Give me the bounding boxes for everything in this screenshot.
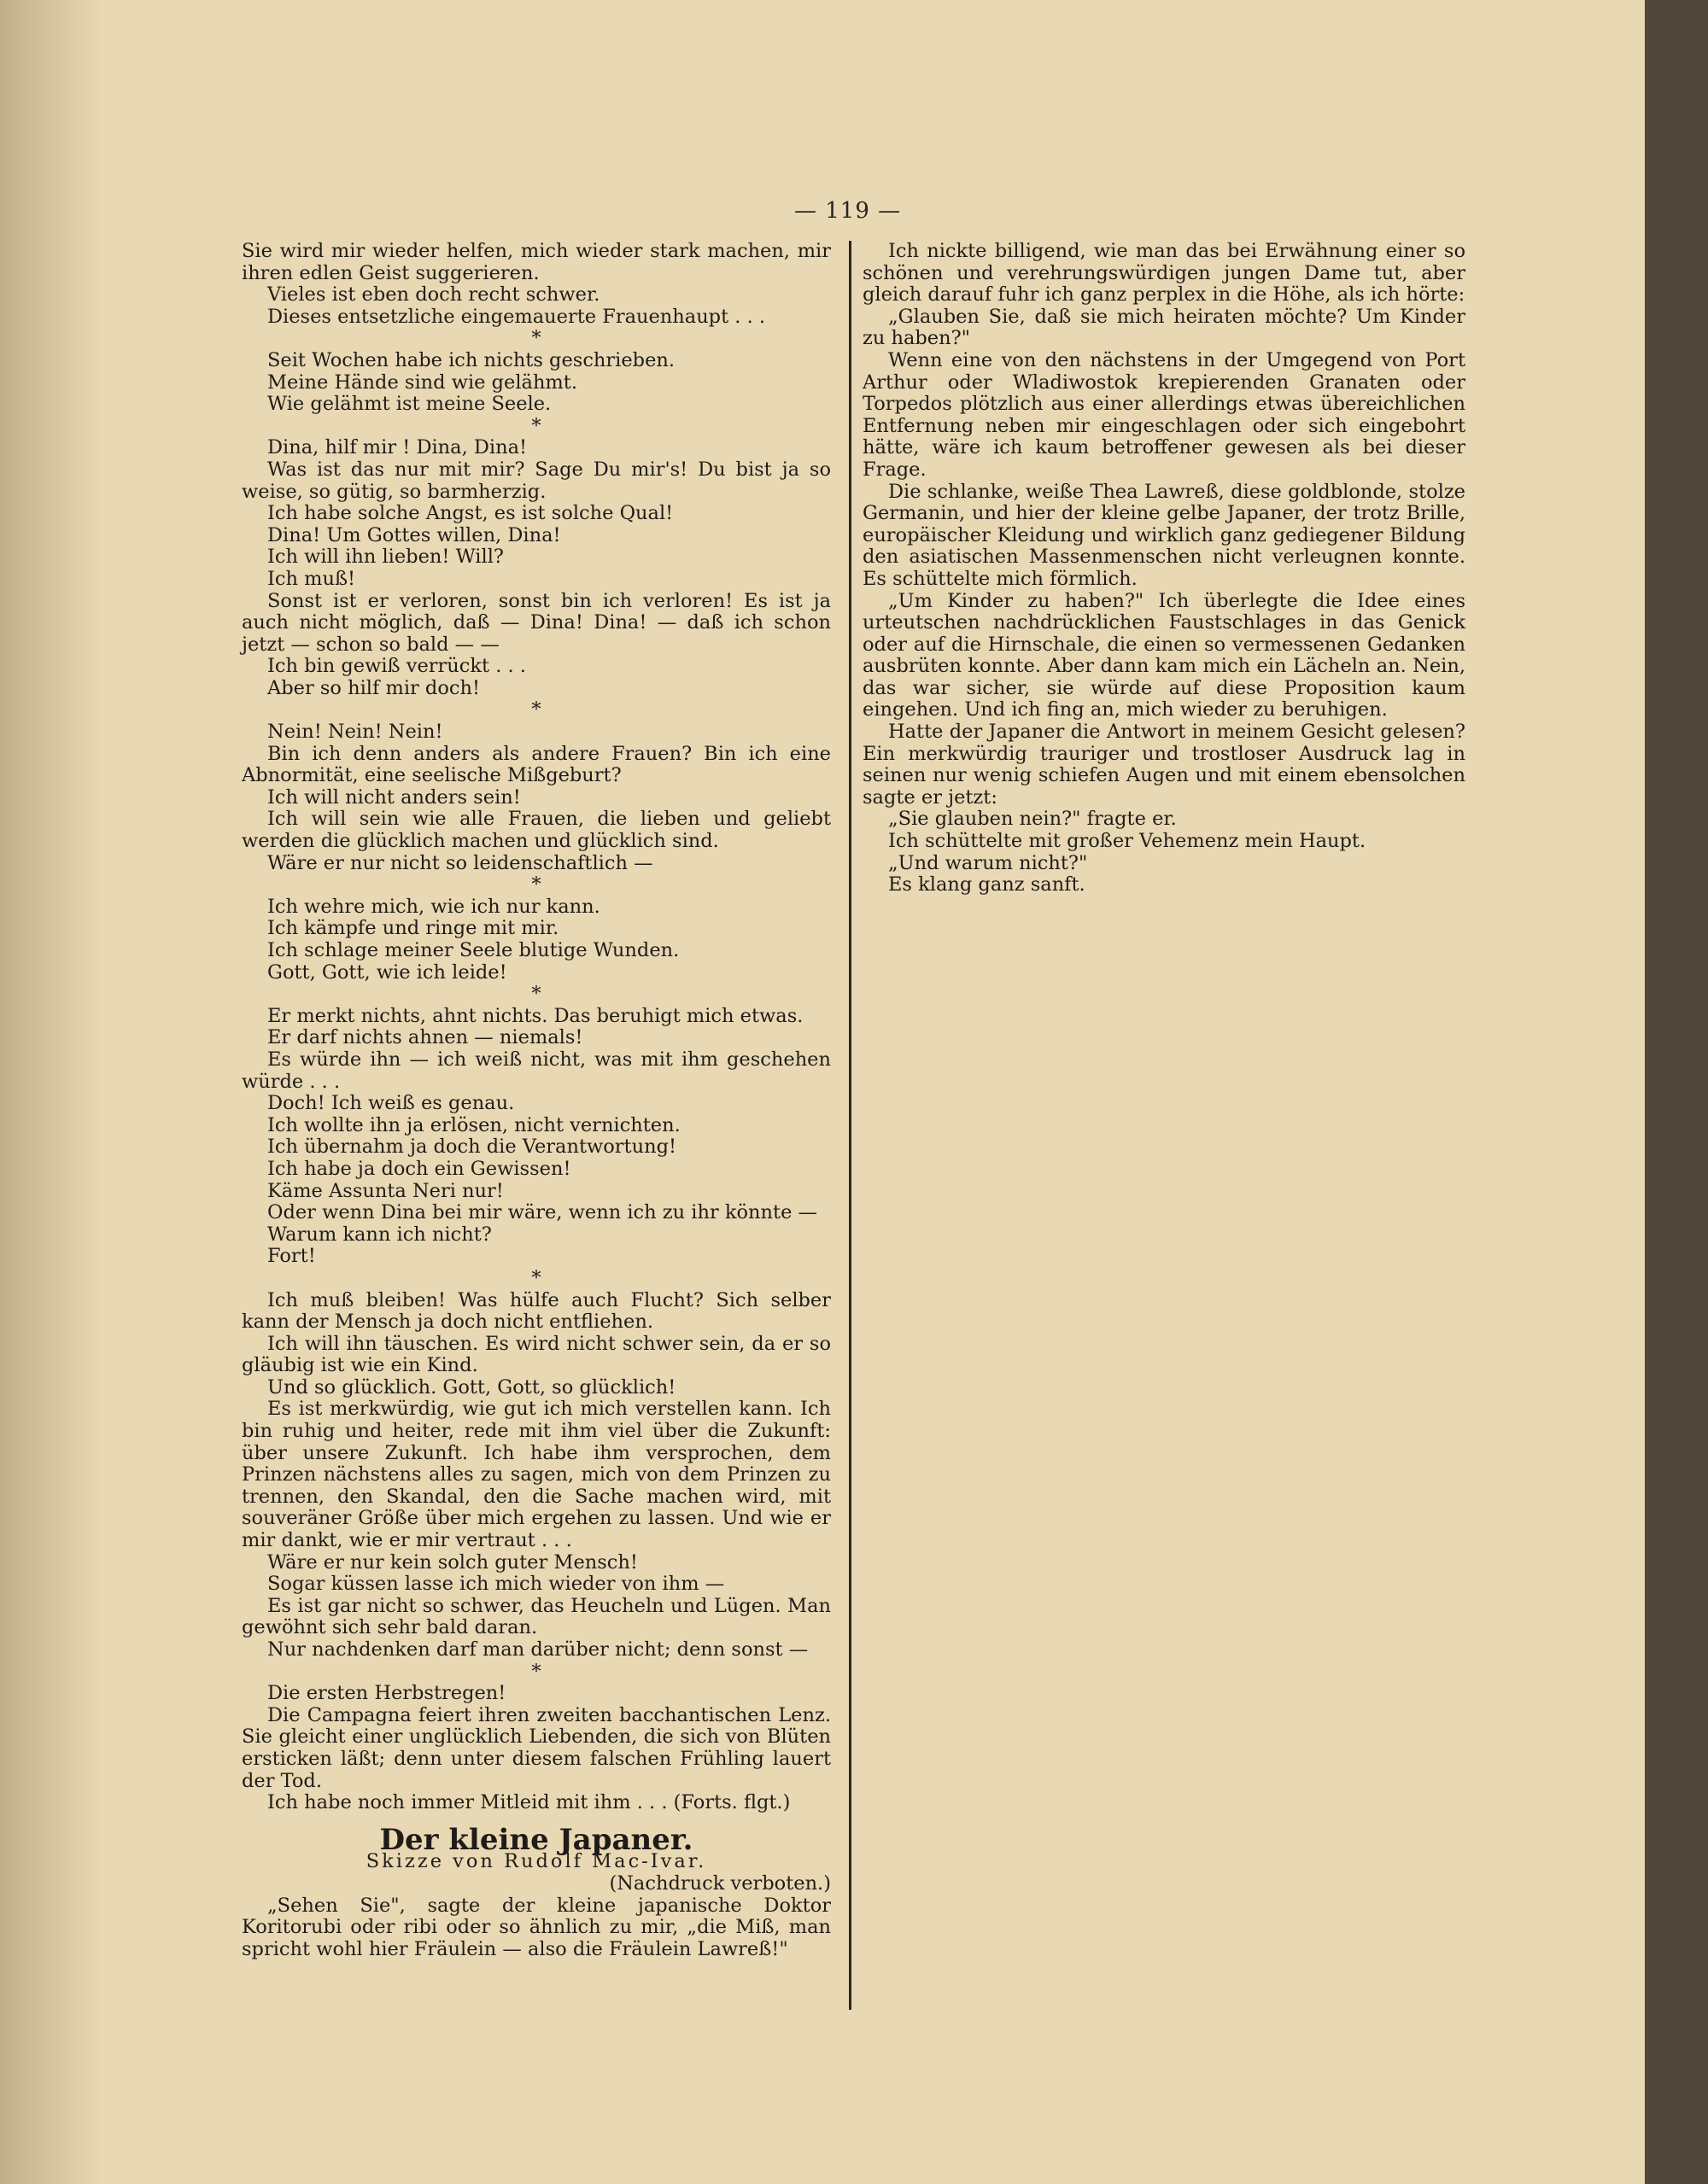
paragraph: Käme Assunta Neri nur! [267,1179,504,1202]
section-star: * [531,983,541,1006]
section-star: * [531,414,541,437]
paragraph: Und so glücklich. Gott, Gott, so glücklich! [267,1375,676,1399]
paragraph: Nein! Nein! Nein! [267,721,443,744]
paragraph: Sie wird mir wieder helfen, mich wieder stark machen, mir ihren edlen Geist suggerieren. [242,240,831,284]
paragraph: Es würde ihn — ich weiß nicht, was mit ihm geschehen würde . . . [242,1048,831,1093]
paragraph: Oder wenn Dina bei mir wäre, wenn ich zu ihr könnte — [267,1201,818,1224]
paragraph: Es klang ganz sanft. [888,873,1085,896]
paragraph: Nur nachdenken darf man darüber nicht; denn sonst — [267,1638,809,1661]
dark-background-edge [1645,0,1708,2184]
paragraph: „Glauben Sie, daß sie mich heiraten möchte? Um Kinder zu haben?" [863,305,1465,350]
paragraph: Dina, hilf mir ! Dina, Dina! [267,436,528,459]
paragraph: Ich bin gewiß verrückt . . . [267,655,526,678]
section-star: * [531,327,541,350]
section-star: * [531,698,541,721]
paragraph: Hatte der Japaner die Antwort in meinem Gesicht gelesen? Ein merkwürdig trauriger und trostloser Ausdruck lag in seinen nur wenig schiefen Augen und mit einem ebensolchen sagte er jetzt: [863,721,1465,809]
paragraph: „Sehen Sie", sagte der kleine japanische Doktor Koritorubi oder ribi oder so ähnlich zu mir, „die Miß, man spricht wohl hier Fräulein — also die Fräulein Lawreß!" [242,1894,831,1960]
page-number-value: 119 [825,198,870,224]
paragraph: Wie gelähmt ist meine Seele. [267,393,552,416]
paragraph: „Um Kinder zu haben?" Ich überlegte die Idee eines urteutschen nachdrücklichen Faustschlages in das Genick oder auf die Hirnschale, die einen so vermessenen Gedanken ausbrüten konnte. Aber dann kam mich ein Lächeln an. Nein, das war sicher, sie würde auf diese Proposition kaum eingehen. Und ich fing an, mich wieder zu beruhigen. [863,589,1465,721]
paragraph: Die ersten Herbstregen! [267,1682,506,1705]
paragraph: Seit Wochen habe ich nichts geschrieben. [267,348,676,371]
paragraph: Sogar küssen lasse ich mich wieder von ihm — [267,1573,725,1596]
story-byline: Skizze von Rudolf Mac-Ivar. [366,1850,707,1873]
paragraph: Ich will nicht anders sein! [267,785,521,809]
paragraph: Ich will sein wie alle Frauen, die lieben und geliebt werden die glücklich machen und glücklich sind. [242,808,831,853]
paragraph: Die Campagna feiert ihren zweiten bacchantischen Lenz. Sie gleicht einer unglücklich Liebenden, die sich von Blüten ersticken läßt; denn unter diesem falschen Frühling lauert der Tod. [242,1703,831,1792]
reprint-notice: (Nachdruck verboten.) [609,1872,831,1895]
paragraph: Ich habe ja doch ein Gewissen! [267,1157,571,1180]
paragraph: Ich übernahm ja doch die Verantwortung! [267,1136,677,1159]
right-column [863,241,1465,896]
paragraph: Ich kämpfe und ringe mit mir. [267,917,559,940]
paragraph: Dina! Um Gottes willen, Dina! [267,523,561,546]
paragraph: Ich will ihn lieben! Will? [267,546,504,569]
paragraph: Ich schüttelte mit großer Vehemenz mein Haupt. [888,830,1366,853]
paragraph: Doch! Ich weiß es genau. [267,1092,515,1115]
section-star: * [531,1660,541,1683]
paragraph: Bin ich denn anders als andere Frauen? Bin ich eine Abnormität, eine seelische Mißgeburt? [242,742,831,787]
left-column [242,241,831,1960]
paragraph: Dieses entsetzliche eingemauerte Frauenhaupt . . . [267,305,766,328]
paragraph: Ich wollte ihn ja erlösen, nicht vernichten. [267,1113,681,1136]
paragraph: Was ist das nur mit mir? Sage Du mir's! Du bist ja so weise, so gütig, so barmherzig. [242,458,831,503]
page-number: — 119 — [794,198,902,224]
paragraph: Die schlanke, weiße Thea Lawreß, diese goldblonde, stolze Germanin, und hier der kleine gelbe Japaner, der trotz Brille, europäischer Kleidung und wirklich ganz gediegener Bildung den asiatischen Massenmenschen nicht verleugnen konnte. Es schüttelte mich förmlich. [863,480,1465,590]
paragraph: Aber so hilf mir doch! [267,676,481,699]
section-star: * [531,873,541,896]
paragraph: Vieles ist eben doch recht schwer. [267,283,600,307]
paragraph: Ich nickte billigend, wie man das bei Erwähnung einer so schönen und verehrungswürdigen jungen Dame tut, aber gleich darauf fuhr ich ganz perplex in die Höhe, als ich hörte: [863,240,1465,307]
paragraph: Wäre er nur nicht so leidenschaftlich — [267,851,653,874]
paragraph: Ich habe noch immer Mitleid mit ihm . . . (Forts. flgt.) [267,1791,791,1814]
paragraph: „Sie glauben nein?" fragte er. [888,808,1177,831]
paragraph: „Und warum nicht?" [888,851,1088,874]
paragraph: Meine Hände sind wie gelähmt. [267,371,577,394]
paragraph: Gott, Gott, wie ich leide! [267,961,507,984]
section-star: * [531,1266,541,1289]
paragraph: Ich habe solche Angst, es ist solche Qual! [267,502,674,525]
paragraph: Ich will ihn täuschen. Es wird nicht schwer sein, da er so gläubig ist wie ein Kind. [242,1332,831,1377]
paragraph: Ich muß! [267,567,356,590]
paragraph: Er merkt nichts, ahnt nichts. Das beruhigt mich etwas. [267,1004,804,1027]
paragraph: Sonst ist er verloren, sonst bin ich verloren! Es ist ja auch nicht möglich, daß — Dina! Dina! — daß ich schon jetzt — schon so bald — — [242,589,831,656]
paragraph: Es ist gar nicht so schwer, das Heucheln und Lügen. Man gewöhnt sich sehr bald daran. [242,1594,831,1639]
paragraph: Es ist merkwürdig, wie gut ich mich verstellen kann. Ich bin ruhig und heiter, rede mit ihm viel über die Zukunft: über unsere Zukunft. Ich habe ihm versprochen, dem Prinzen nächstens alles zu sagen, mich von dem Prinzen zu trennen, den Skandal, den die Sache machen wird, mit souveräner Größe über mich ergehen zu lassen. Und wie er mir dankt, wie er mir vertraut . . . [242,1398,831,1552]
column-rule [849,241,851,2010]
paragraph: Ich wehre mich, wie ich nur kann. [267,895,600,918]
paragraph: Ich schlage meiner Seele blutige Wunden. [267,939,680,961]
paragraph: Warum kann ich nicht? [267,1223,492,1246]
paragraph: Wenn eine von den nächstens in der Umgegend von Port Arthur oder Wladiwostok krepierenden Granaten oder Torpedos plötzlich aus einer allerdings etwas übereichlichen Entfernung neben mir eingeschlagen oder sich eingebohrt hätte, wäre ich kaum betroffener gewesen als bei dieser Frage. [863,348,1465,481]
paragraph: Ich muß bleiben! Was hülfe auch Flucht? Sich selber kann der Mensch ja doch nicht entfliehen. [242,1288,831,1334]
paragraph: Er darf nichts ahnen — niemals! [267,1026,583,1049]
story-title: Der kleine Japaner. [379,1822,693,1857]
paragraph: Wäre er nur kein solch guter Mensch! [267,1550,638,1574]
paragraph: Fort! [267,1245,316,1268]
page-fold-shadow [0,0,102,2184]
